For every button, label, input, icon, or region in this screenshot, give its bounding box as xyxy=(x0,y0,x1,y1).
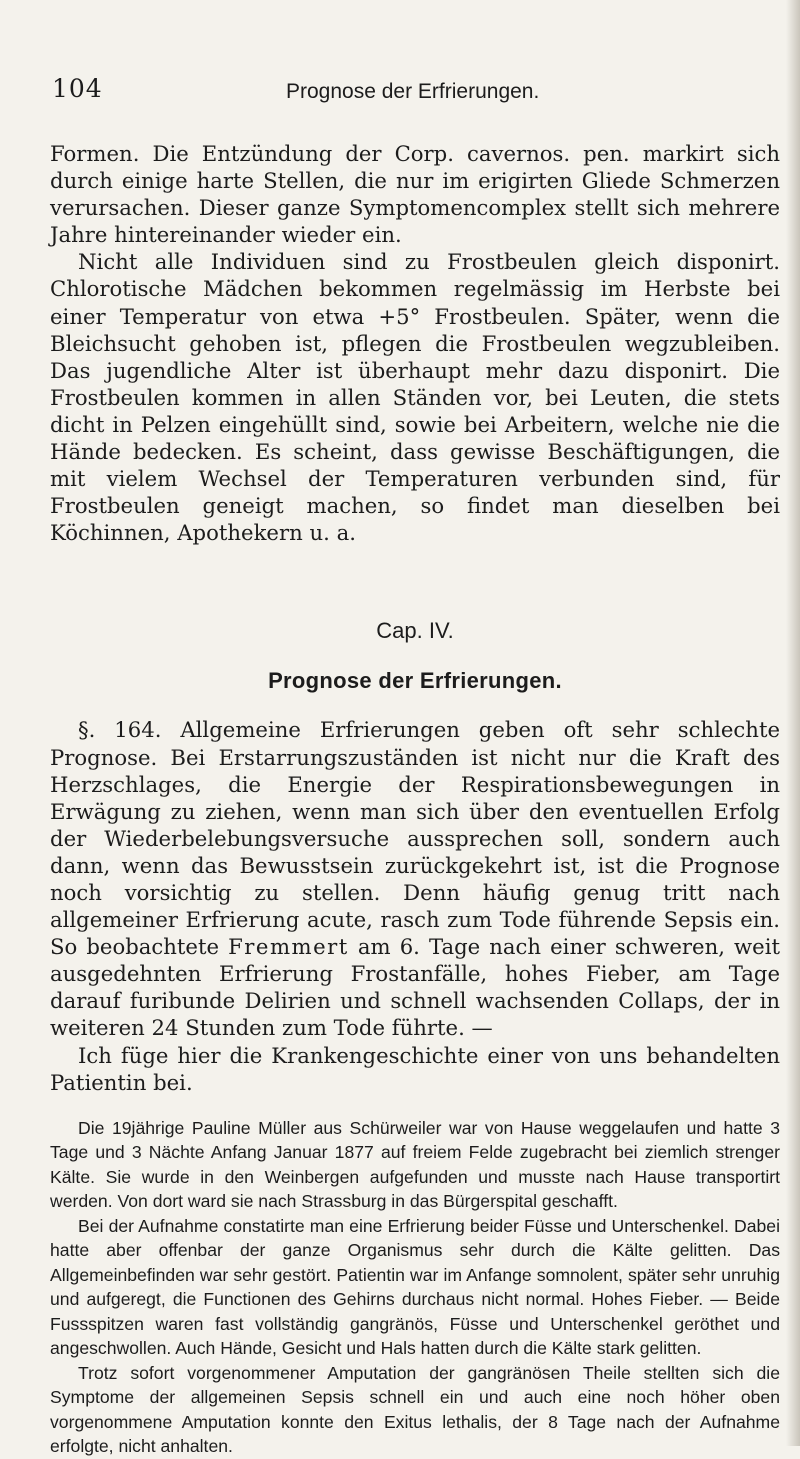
case-report xyxy=(50,1116,780,1459)
running-head: Prognose der Erfrierungen. xyxy=(286,80,540,103)
section-text: am 6. Tage nach einer schweren, weit ausgedehnten Erfrierung Frostanfälle, hohes Fieber, am Tage darauf furibunde Delirien und schnell wachsenden Collaps, der in weiteren 24 Stunden zum Tode führte. — xyxy=(50,934,780,1041)
section-paragraph xyxy=(50,716,780,1041)
chapter-number: Cap. IV. xyxy=(376,618,454,644)
author-name: Fremmert xyxy=(228,934,349,960)
paragraph: Nicht alle Individuen sind zu Frostbeulen gleich disponirt. Chlorotische Mädchen bekommen regelmässig im Herbste bei einer Temperatur von etwa +5° Frostbeulen. Später, wenn die Bleichsucht gehoben ist, pflegen die Frostbeulen wegzubleiben. Das jugendliche Alter ist überhaupt mehr dazu disponirt. Die Frostbeulen kommen in allen Ständen vor, bei Leuten, die stets dicht in Pelzen eingehüllt sind, sowie bei Arbeitern, welche nie die Hände bedecken. Es scheint, dass gewisse Beschäftigungen, die mit vielem Wechsel der Temperaturen verbunden sind, für Frostbeulen geneigt machen, so findet man dieselben bei Köchinnen, Apothekern u. a. xyxy=(50,249,780,546)
paragraph: Ich füge hier die Krankengeschichte einer von uns behandelten Patientin bei. xyxy=(50,1042,780,1095)
case-paragraph: Bei der Aufnahme constatirte man eine Erfrierung beider Füsse und Unterschenkel. Dabei hatte aber offenbar der ganze Organismus sehr durch die Kälte gelitten. Das Allgemeinbefinden war sehr gestört. Patientin war im Anfange somnolent, später sehr unruhig und aufgeregt, die Functionen des Gehirns durchaus nicht normal. Hohes Fieber. — Beide Fussspitzen waren fast vollständig gangränös, Füsse und Unterschenkel geröthet und angeschwollen. Auch Hände, Gesicht und Hals hatten durch die Kälte stark gelitten. xyxy=(50,1215,780,1359)
chapter-title: Prognose der Erfrierungen. xyxy=(268,668,562,694)
case-paragraph: Trotz sofort vorgenommener Amputation der gangränösen Theile stellten sich die Symptome der allgemeinen Sepsis schnell ein und auch eine noch höher oben vorgenommene Amputation konnte den Exitus lethalis, der 8 Tage nach der Aufnahme erfolgte, nicht anhalten. xyxy=(50,1362,780,1457)
paragraph: Formen. Die Entzündung der Corp. cavernos. pen. markirt sich durch einige harte Stellen, die nur im erigirten Gliede Schmerzen verursachen. Dieser ganze Symptomencomplex stellt sich mehrere Jahre hintereinander wieder ein. xyxy=(50,141,780,248)
page-header xyxy=(50,74,780,114)
body-text xyxy=(50,140,780,1459)
case-paragraph: Die 19jährige Pauline Müller aus Schürweiler war von Hause weggelaufen und hatte 3 Tage und 3 Nächte Anfang Januar 1877 auf freiem Felde zugebracht bei ziemlich strenger Kälte. Sie wurde in den Weinbergen aufgefunden und musste nach Hause transportirt werden. Von dort ward sie nach Strassburg in das Bürgerspital geschafft. xyxy=(50,1117,780,1212)
page-number: 104 xyxy=(52,74,103,103)
section-text: §. 164. Allgemeine Erfrierungen geben oft sehr schlechte Prognose. Bei Erstarrungszuständen ist nicht nur die Kraft des Herzschlages, die Energie der Respirationsbewegungen in Erwägung zu ziehen, wenn man sich über den eventuellen Erfolg der Wiederbelebungsversuche aussprechen soll, sondern auch dann, wenn das Bewusstsein zurückgekehrt ist, ist die Prognose noch vorsichtig zu stellen. Denn häufig genug tritt nach allgemeiner Erfrierung acute, rasch zum Tode führende Sepsis ein. So beobachtete xyxy=(50,717,780,960)
page-edge-shadow xyxy=(786,0,800,1446)
